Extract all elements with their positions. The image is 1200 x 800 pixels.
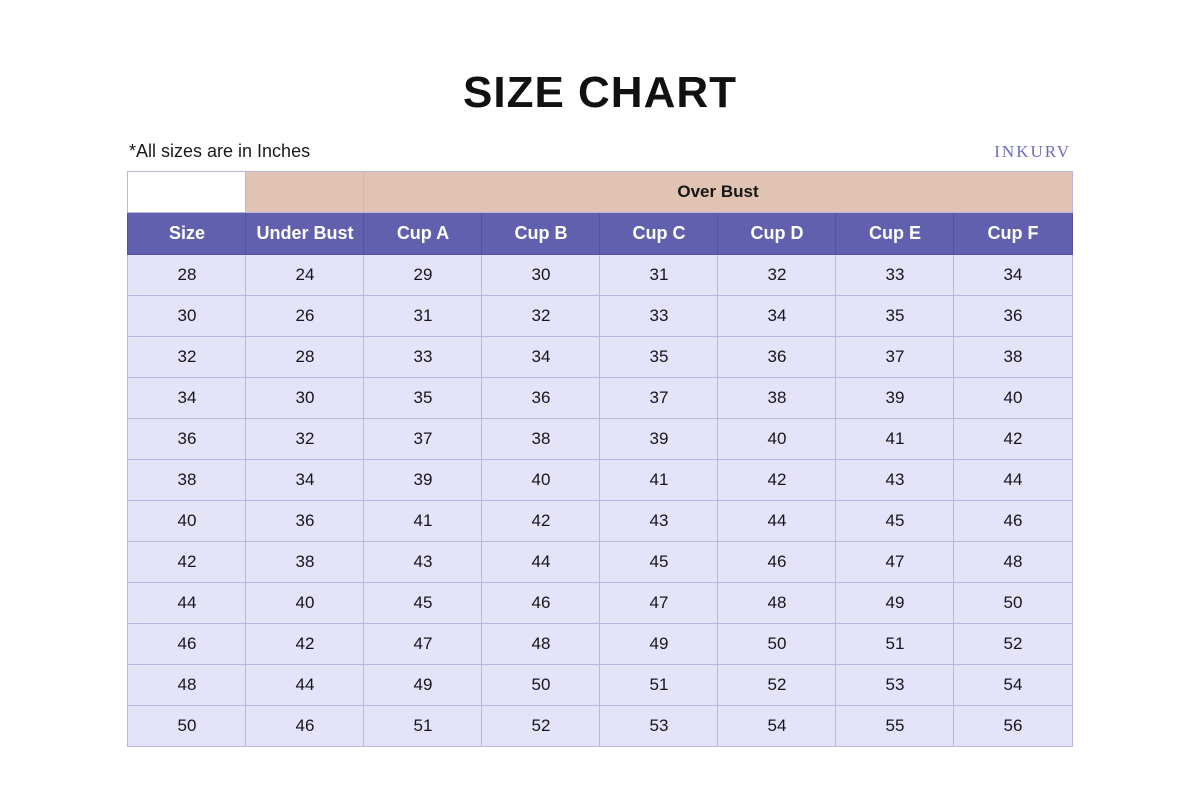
table-head — [128, 172, 1072, 255]
cell-cup-f: 40 — [954, 378, 1072, 419]
cell-size: 46 — [128, 624, 246, 665]
units-note: *All sizes are in Inches — [129, 141, 311, 161]
cell-size: 28 — [128, 255, 246, 296]
cell-cup-a: 29 — [364, 255, 482, 296]
table-row — [128, 665, 1072, 706]
cell-size: 50 — [128, 706, 246, 747]
table-row — [128, 378, 1072, 419]
cell-cup-a: 39 — [364, 460, 482, 501]
cell-cup-e: 45 — [836, 501, 954, 542]
cell-cup-c: 53 — [600, 706, 718, 747]
cell-cup-f: 42 — [954, 419, 1072, 460]
cell-cup-a: 41 — [364, 501, 482, 542]
cell-cup-b: 46 — [482, 583, 600, 624]
column-header-cup-b: Cup B — [482, 213, 600, 255]
cell-cup-d: 32 — [718, 255, 836, 296]
cell-cup-a: 31 — [364, 296, 482, 337]
cell-cup-e: 47 — [836, 542, 954, 583]
column-header-row — [128, 213, 1072, 255]
cell-under-bust: 30 — [246, 378, 364, 419]
cell-cup-c: 43 — [600, 501, 718, 542]
cell-cup-d: 34 — [718, 296, 836, 337]
cell-under-bust: 32 — [246, 419, 364, 460]
table-row — [128, 419, 1072, 460]
column-header-cup-f: Cup F — [954, 213, 1072, 255]
cell-cup-c: 33 — [600, 296, 718, 337]
cell-under-bust: 28 — [246, 337, 364, 378]
cell-cup-d: 52 — [718, 665, 836, 706]
cell-cup-d: 40 — [718, 419, 836, 460]
table-row — [128, 255, 1072, 296]
cell-cup-e: 49 — [836, 583, 954, 624]
cell-cup-e: 41 — [836, 419, 954, 460]
table-row — [128, 296, 1072, 337]
group-blank-cell-2 — [246, 172, 364, 213]
cell-size: 48 — [128, 665, 246, 706]
cell-cup-d: 44 — [718, 501, 836, 542]
cell-cup-c: 47 — [600, 583, 718, 624]
cell-cup-a: 45 — [364, 583, 482, 624]
cell-cup-e: 33 — [836, 255, 954, 296]
cell-cup-c: 51 — [600, 665, 718, 706]
cell-under-bust: 26 — [246, 296, 364, 337]
cell-cup-b: 50 — [482, 665, 600, 706]
cell-cup-e: 37 — [836, 337, 954, 378]
column-header-cup-a: Cup A — [364, 213, 482, 255]
cell-cup-b: 52 — [482, 706, 600, 747]
cell-cup-a: 33 — [364, 337, 482, 378]
cell-cup-a: 37 — [364, 419, 482, 460]
cell-cup-b: 32 — [482, 296, 600, 337]
cell-cup-b: 40 — [482, 460, 600, 501]
table-row — [128, 337, 1072, 378]
cell-cup-e: 39 — [836, 378, 954, 419]
cell-size: 44 — [128, 583, 246, 624]
cell-under-bust: 38 — [246, 542, 364, 583]
group-header-row — [128, 172, 1072, 213]
cell-cup-b: 42 — [482, 501, 600, 542]
cell-cup-c: 37 — [600, 378, 718, 419]
cell-under-bust: 40 — [246, 583, 364, 624]
cell-cup-a: 47 — [364, 624, 482, 665]
cell-size: 34 — [128, 378, 246, 419]
cell-cup-c: 31 — [600, 255, 718, 296]
cell-cup-e: 35 — [836, 296, 954, 337]
cell-cup-e: 55 — [836, 706, 954, 747]
cell-cup-f: 46 — [954, 501, 1072, 542]
cell-size: 40 — [128, 501, 246, 542]
cell-cup-a: 51 — [364, 706, 482, 747]
cell-cup-d: 54 — [718, 706, 836, 747]
table-row — [128, 583, 1072, 624]
cell-under-bust: 44 — [246, 665, 364, 706]
size-chart-table — [127, 171, 1072, 747]
column-header-cup-e: Cup E — [836, 213, 954, 255]
cell-cup-e: 53 — [836, 665, 954, 706]
cell-cup-c: 45 — [600, 542, 718, 583]
cell-cup-f: 36 — [954, 296, 1072, 337]
cell-under-bust: 24 — [246, 255, 364, 296]
cell-cup-a: 43 — [364, 542, 482, 583]
table-row — [128, 542, 1072, 583]
cell-cup-d: 50 — [718, 624, 836, 665]
cell-cup-b: 30 — [482, 255, 600, 296]
page-title: SIZE CHART — [463, 68, 737, 117]
table-body — [128, 255, 1072, 747]
cell-cup-a: 35 — [364, 378, 482, 419]
cell-cup-f: 54 — [954, 665, 1072, 706]
cell-size: 42 — [128, 542, 246, 583]
cell-under-bust: 42 — [246, 624, 364, 665]
cell-cup-c: 41 — [600, 460, 718, 501]
cell-size: 32 — [128, 337, 246, 378]
cell-cup-f: 34 — [954, 255, 1072, 296]
column-header-cup-c: Cup C — [600, 213, 718, 255]
table-row — [128, 501, 1072, 542]
column-header-cup-d: Cup D — [718, 213, 836, 255]
cell-cup-f: 38 — [954, 337, 1072, 378]
table-row — [128, 706, 1072, 747]
cell-cup-a: 49 — [364, 665, 482, 706]
brand-logo: INKURV — [994, 142, 1071, 161]
cell-cup-f: 50 — [954, 583, 1072, 624]
cell-cup-f: 44 — [954, 460, 1072, 501]
cell-size: 30 — [128, 296, 246, 337]
cell-size: 38 — [128, 460, 246, 501]
cell-cup-d: 46 — [718, 542, 836, 583]
cell-cup-e: 43 — [836, 460, 954, 501]
table-row — [128, 624, 1072, 665]
cell-cup-d: 38 — [718, 378, 836, 419]
cell-cup-c: 49 — [600, 624, 718, 665]
cell-cup-c: 35 — [600, 337, 718, 378]
column-header-under-bust: Under Bust — [246, 213, 364, 255]
cell-cup-b: 38 — [482, 419, 600, 460]
cell-cup-b: 34 — [482, 337, 600, 378]
group-blank-cell-1 — [128, 172, 246, 213]
cell-cup-f: 48 — [954, 542, 1072, 583]
table-row — [128, 460, 1072, 501]
cell-cup-b: 44 — [482, 542, 600, 583]
cell-cup-d: 42 — [718, 460, 836, 501]
cell-under-bust: 46 — [246, 706, 364, 747]
cell-cup-e: 51 — [836, 624, 954, 665]
cell-cup-f: 56 — [954, 706, 1072, 747]
cell-cup-f: 52 — [954, 624, 1072, 665]
cell-cup-c: 39 — [600, 419, 718, 460]
cell-under-bust: 34 — [246, 460, 364, 501]
cell-under-bust: 36 — [246, 501, 364, 542]
column-header-size: Size — [128, 213, 246, 255]
cell-size: 36 — [128, 419, 246, 460]
subheader-row — [128, 142, 1072, 160]
cell-cup-d: 48 — [718, 583, 836, 624]
cell-cup-b: 48 — [482, 624, 600, 665]
group-header-over-bust: Over Bust — [364, 172, 1072, 213]
cell-cup-b: 36 — [482, 378, 600, 419]
cell-cup-d: 36 — [718, 337, 836, 378]
